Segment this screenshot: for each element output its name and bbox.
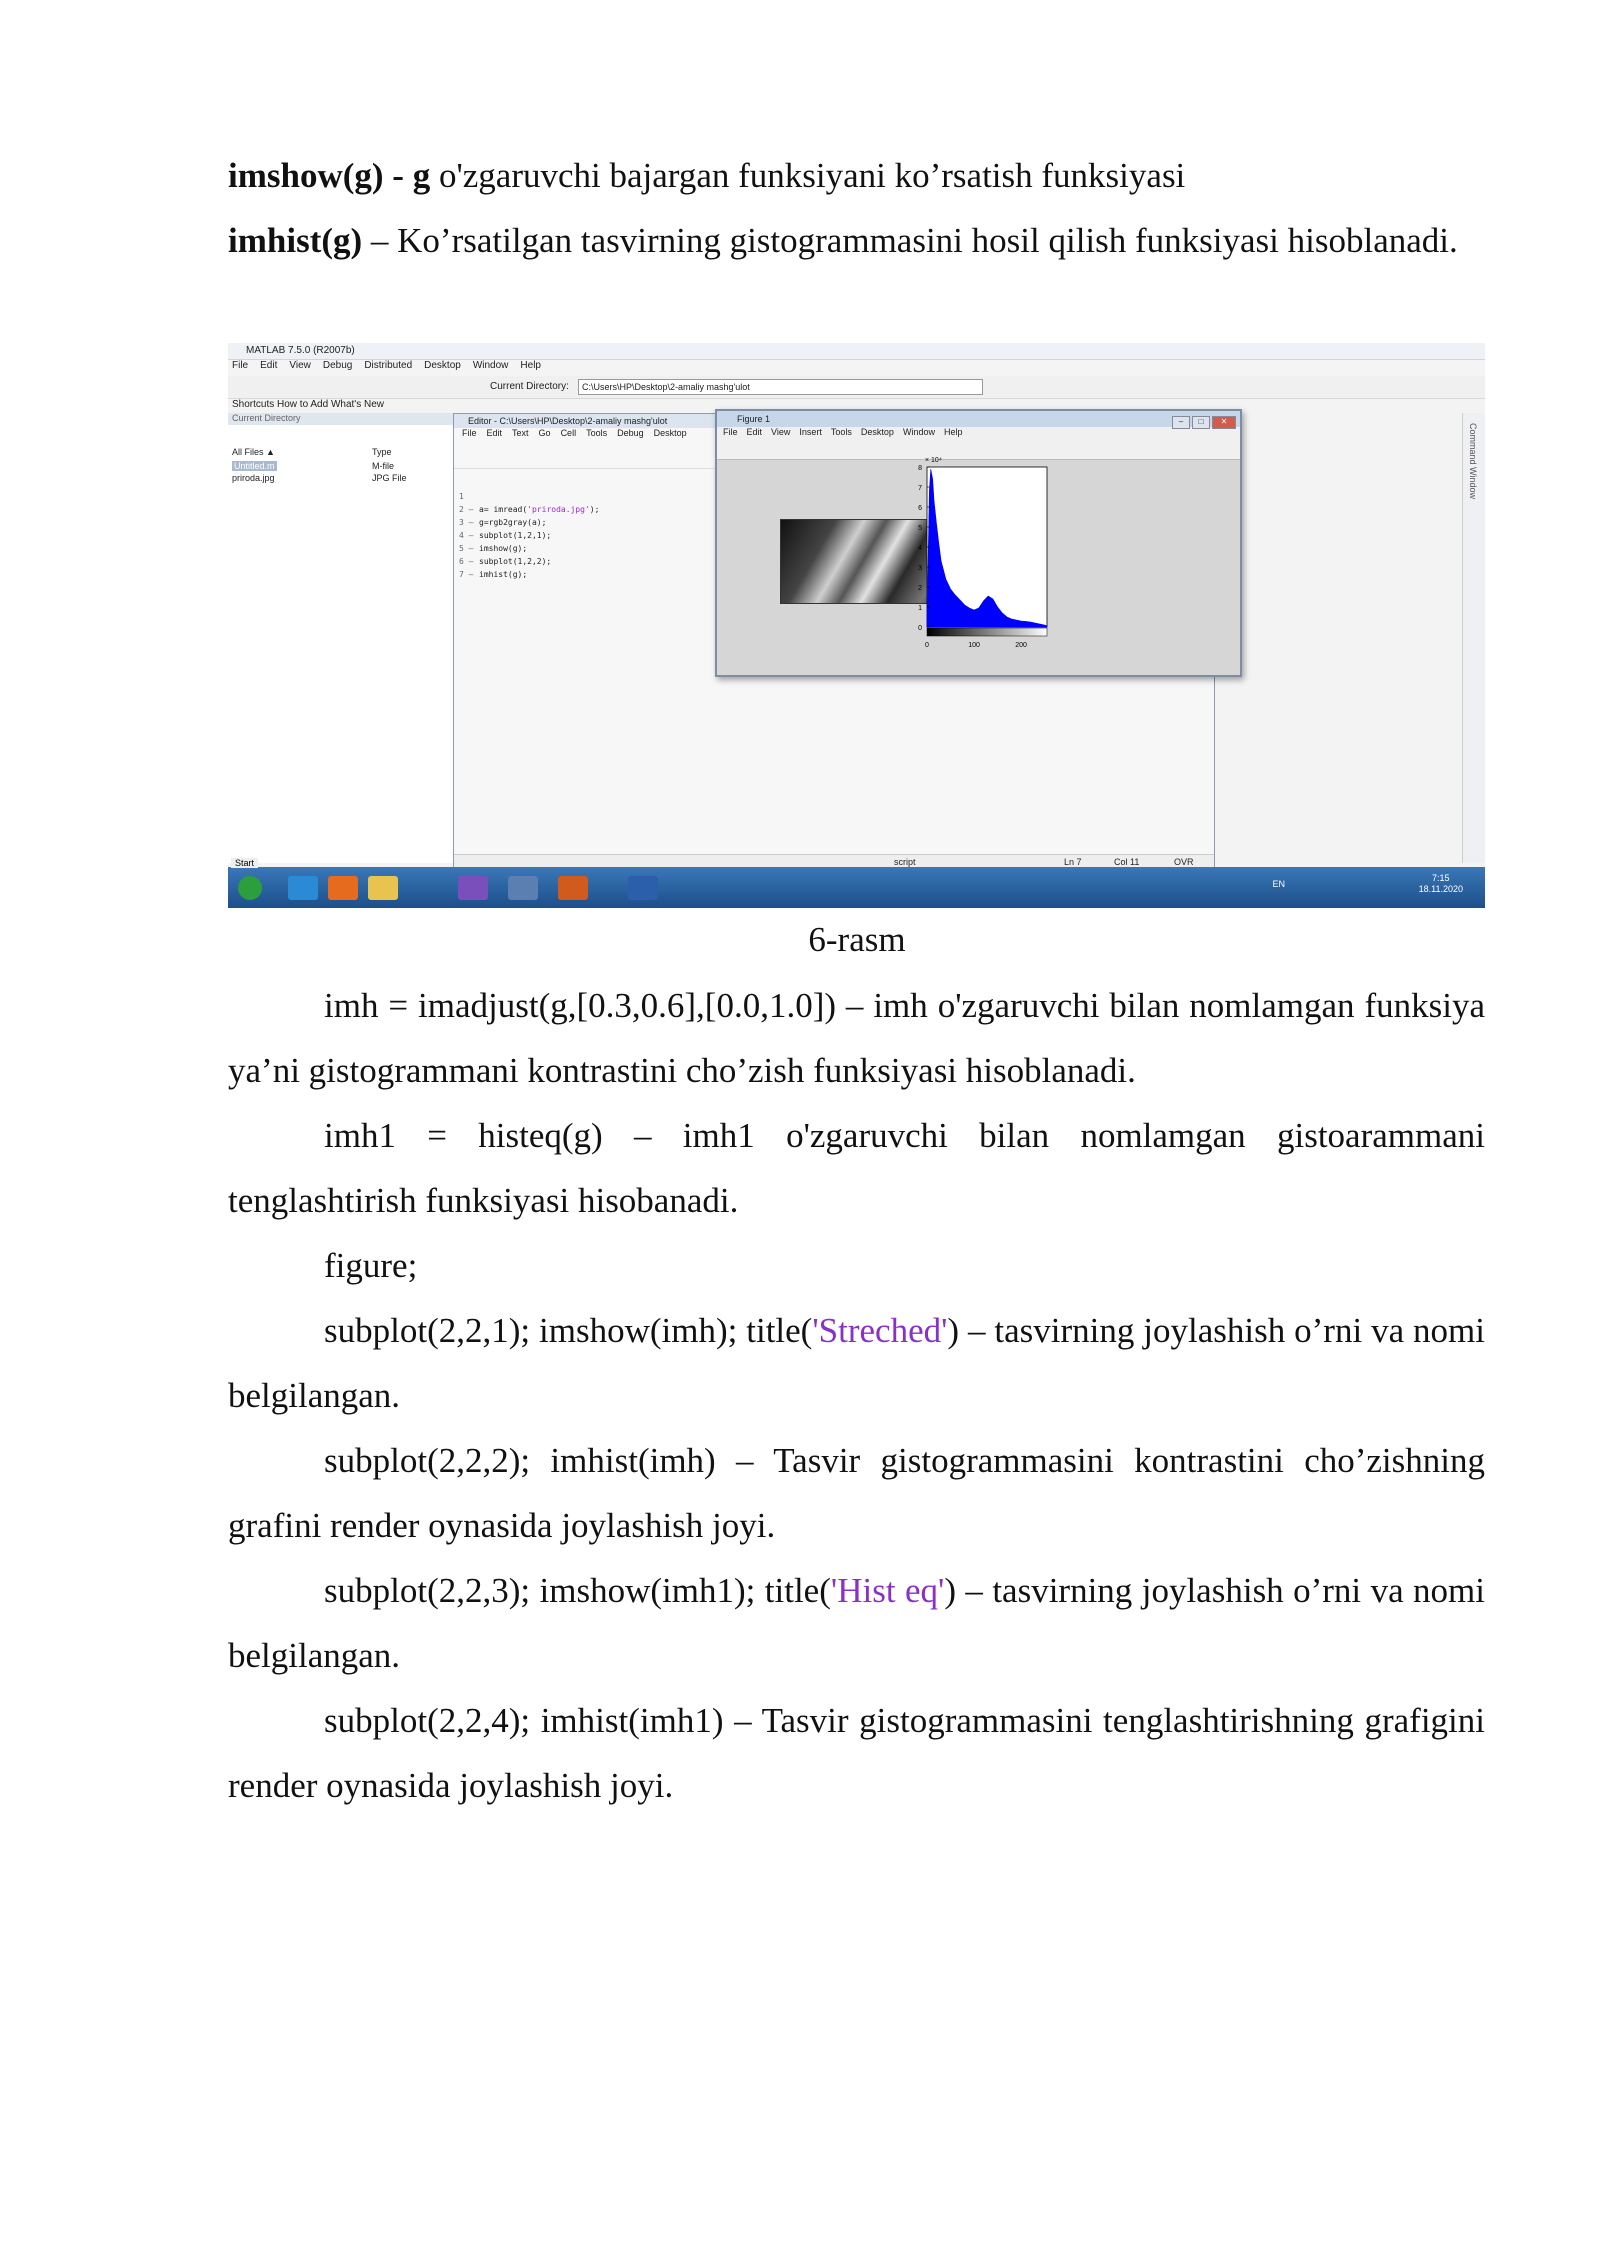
clock[interactable]	[1419, 873, 1463, 895]
y-tick-label: 3	[918, 565, 922, 572]
paragraph-subplot-1	[228, 1298, 1485, 1428]
word-icon[interactable]	[628, 876, 658, 900]
files-header	[232, 447, 447, 457]
line-number: 4 –	[459, 531, 474, 540]
y-tick-label: 5	[918, 525, 922, 532]
file-type: JPG File	[372, 473, 407, 483]
floppy-icon[interactable]	[508, 876, 538, 900]
code-line[interactable]	[459, 568, 719, 581]
y-tick-label: 8	[918, 465, 922, 472]
intro-block	[228, 143, 1485, 273]
code-text: g=rgb2gray(a);	[479, 518, 547, 527]
line-number: 3 –	[459, 518, 474, 527]
editor-menu-debug[interactable]: Debug	[617, 428, 644, 438]
figure-menu-tools[interactable]: Tools	[830, 427, 852, 437]
code-desc: ) – tasvirning joylashish o’rni va nomi belgilangan.	[228, 1571, 1485, 1675]
paragraph-imhist	[228, 208, 1485, 273]
paragraph-imshow	[228, 143, 1485, 208]
figure-menu-file[interactable]: File	[723, 427, 738, 437]
x-tick-label: 100	[968, 642, 980, 649]
y-tick-label: 0	[918, 625, 922, 632]
body-block	[228, 973, 1485, 1818]
matlab-titlebar	[228, 343, 1485, 360]
y-tick-label: 2	[918, 585, 922, 592]
editor-code[interactable]	[459, 490, 719, 581]
figure-menu-desktop[interactable]: Desktop	[860, 427, 894, 437]
figure-menu-edit[interactable]: Edit	[746, 427, 763, 437]
status-col: Col 11	[1114, 857, 1140, 867]
code-text: imhist(g);	[479, 570, 528, 579]
x-tick-label: 0	[925, 642, 929, 649]
line-number: 2 –	[459, 505, 474, 514]
figure-caption: 6-rasm	[808, 920, 906, 959]
matlab-icon[interactable]	[558, 876, 588, 900]
figure-title: Figure 1	[737, 414, 771, 424]
close-button[interactable]: ✕	[1212, 416, 1236, 429]
editor-title: Editor - C:\Users\HP\Desktop\2-amaliy mashg'ulot	[454, 414, 1214, 428]
matlab-menu-help[interactable]: Help	[520, 360, 541, 371]
status-ovr: OVR	[1174, 857, 1194, 867]
editor-menu-edit[interactable]: Edit	[486, 428, 503, 438]
start-button[interactable]: Start	[231, 858, 258, 868]
line-number: 6 –	[459, 557, 474, 566]
matlab-title: MATLAB 7.5.0 (R2007b)	[246, 345, 355, 356]
current-dir-label: Current Directory:	[490, 381, 569, 392]
panel-title: Current Directory	[228, 413, 453, 425]
code-string: 'Hist eq'	[830, 1571, 945, 1610]
matlab-menu-distributed[interactable]: Distributed	[364, 360, 413, 371]
language-indicator[interactable]: EN	[1272, 879, 1285, 889]
clock-date: 18.11.2020	[1418, 884, 1463, 894]
y-scale-label: × 10⁴	[925, 457, 942, 464]
status-mode: script	[894, 857, 916, 867]
code-line[interactable]	[459, 516, 719, 529]
code-text: subplot(1,2,1);	[479, 531, 552, 540]
app-icon[interactable]	[458, 876, 488, 900]
matlab-menu-desktop[interactable]: Desktop	[424, 360, 461, 371]
status-line: Ln 7	[1064, 857, 1082, 867]
y-tick-label: 1	[918, 605, 922, 612]
figure-menu-insert[interactable]: Insert	[799, 427, 822, 437]
matlab-toolbar	[228, 376, 1485, 399]
paragraph-subplot-2: subplot(2,2,2); imhist(imh) – Tasvir gistogrammasini kontrastini cho’zishning grafini render oynasida joylashish joyi.	[228, 1441, 1485, 1545]
current-dir-input[interactable]: C:\Users\HP\Desktop\2-amaliy mashg'ulot	[578, 379, 983, 395]
code-text: subplot(2,2,1); imshow(imh); title(	[324, 1311, 813, 1350]
code-text: subplot(1,2,2);	[479, 557, 552, 566]
code-line[interactable]	[459, 542, 719, 555]
files-header-type: Type	[372, 447, 392, 457]
windows-start-icon[interactable]	[238, 876, 262, 900]
histogram-chart	[717, 411, 1240, 675]
code-line[interactable]	[459, 529, 719, 542]
code-string: 'priroda.jpg'	[527, 505, 590, 514]
paragraph-figure: figure;	[324, 1246, 418, 1285]
figure-menu-view[interactable]: View	[771, 427, 791, 437]
matlab-menu-window[interactable]: Window	[472, 360, 509, 371]
figure-menu-window[interactable]: Window	[902, 427, 935, 437]
file-type: M-file	[372, 461, 394, 471]
paragraph-subplot-4: subplot(2,2,4); imhist(imh1) – Tasvir gistogrammasini tenglashtirishning grafigini render oynasida joylashish joyi.	[228, 1701, 1485, 1805]
command-window-tab[interactable]	[1462, 413, 1485, 863]
matlab-menu-view[interactable]: View	[289, 360, 311, 371]
imhist-term: imhist(g)	[228, 221, 363, 260]
command-window-label: Command Window	[1468, 423, 1478, 500]
code-line[interactable]	[459, 503, 719, 516]
line-number: 5 –	[459, 544, 474, 553]
grayscale-colorbar	[927, 628, 1047, 636]
paragraph-imadjust: imh = imadjust(g,[0.3,0.6],[0.0,1.0]) – imh o'zgaruvchi bilan nomlamgan funksiya ya’ni gistogrammani kontrastini cho’zish funksiyasi hisoblanadi.	[228, 986, 1485, 1090]
code-text: a= imread(	[479, 505, 528, 514]
paragraph-histeq: imh1 = histeq(g) – imh1 o'zgaruvchi bilan nomlamgan gistoarammani tenglashtirish funksiyasi hisobanadi.	[228, 1116, 1485, 1220]
minimize-button[interactable]: –	[1172, 416, 1190, 429]
firefox-icon[interactable]	[328, 876, 358, 900]
matlab-screenshot	[228, 343, 1485, 908]
code-text: subplot(2,2,3); imshow(imh1); title(	[324, 1571, 831, 1610]
editor-menu-text[interactable]: Text	[512, 428, 529, 438]
code-desc: ) – tasvirning joylashish o’rni va nomi belgilangan.	[228, 1311, 1485, 1415]
code-string: 'Streched'	[812, 1311, 948, 1350]
matlab-menu-file[interactable]: File	[232, 360, 249, 371]
file-name: Untitled.m	[234, 461, 275, 471]
editor-menu-cell[interactable]: Cell	[560, 428, 577, 438]
shortcuts-bar: Shortcuts How to Add What's New	[232, 399, 384, 410]
line-number: 7 –	[459, 570, 474, 579]
editor-menu-go[interactable]: Go	[538, 428, 551, 438]
imhist-desc: – Ko’rsatilgan tasvirning gistogrammasini hosil qilish funksiyasi hisoblanadi.	[362, 221, 1458, 260]
code-text: imshow(g);	[479, 544, 528, 553]
matlab-menu-debug[interactable]: Debug	[322, 360, 353, 371]
imshow-term: imshow(g) - g	[228, 156, 431, 195]
y-tick-label: 7	[918, 485, 922, 492]
paragraph-subplot-3	[228, 1558, 1485, 1688]
code-line[interactable]	[459, 555, 719, 568]
y-tick-label: 4	[918, 545, 922, 552]
matlab-menubar	[228, 360, 1485, 376]
editor-menu-file[interactable]: File	[462, 428, 477, 438]
line-number: 1	[459, 492, 464, 501]
editor-menu-desktop[interactable]: Desktop	[653, 428, 687, 438]
code-line[interactable]	[459, 490, 719, 503]
code-text: );	[589, 505, 600, 514]
imshow-desc: o'zgaruvchi bajargan funksiyani ko’rsatish funksiyasi	[430, 156, 1186, 195]
figure-window	[715, 409, 1242, 677]
editor-menu-tools[interactable]: Tools	[586, 428, 608, 438]
y-tick-label: 6	[918, 505, 922, 512]
ie-icon[interactable]	[288, 876, 318, 900]
current-directory-panel	[228, 413, 454, 863]
maximize-button[interactable]: □	[1192, 416, 1210, 429]
figure-menu-help[interactable]: Help	[943, 427, 963, 437]
folder-icon[interactable]	[368, 876, 398, 900]
clock-time: 7:15	[1432, 873, 1450, 883]
files-header-name: All Files ▲	[232, 447, 275, 457]
matlab-menu-edit[interactable]: Edit	[260, 360, 278, 371]
x-tick-label: 200	[1015, 642, 1027, 649]
file-name: priroda.jpg	[232, 473, 275, 483]
